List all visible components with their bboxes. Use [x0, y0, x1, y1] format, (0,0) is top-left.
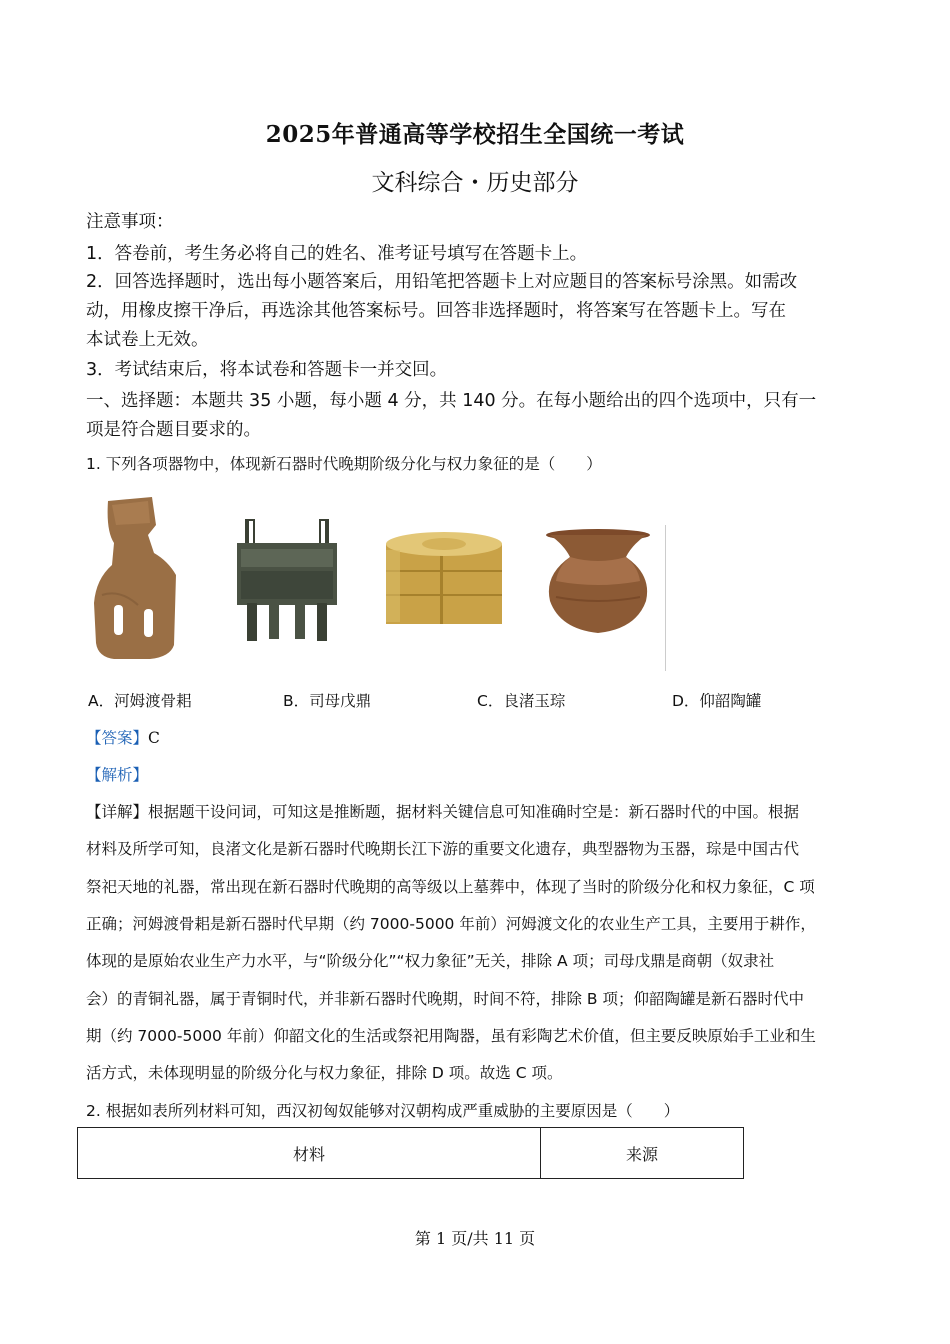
analysis-label: 【解析】 [86, 766, 149, 784]
detail-line-6: 会）的青铜礼器，属于青铜时代，并非新石器时代晚期，时间不符，排除 B 项；仰韶陶罐是新石器时代中 [86, 990, 804, 1008]
answer-value: C [148, 729, 160, 747]
option-b: B．司母戊鼎 [283, 692, 372, 710]
detail-line-1: 【详解】根据题干设问词，可知这是推断题，据材料关键信息可知准确时空是：新石器时代的中国。根据 [86, 803, 800, 821]
option-d: D．仰韶陶罐 [672, 692, 762, 710]
material-table [77, 1127, 744, 1179]
yangshao-pottery-jar-image [540, 527, 656, 637]
detail-line-2: 材料及所学可知，良渚文化是新石器时代晚期长江下游的重要文化遗存，典型器物为玉器，琮是中国古代 [86, 840, 800, 858]
notice-item-3: 3．考试结束后，将本试卷和答题卡一并交回。 [86, 360, 448, 380]
bone-spade-image [90, 495, 182, 665]
detail-line-3: 祭祀天地的礼器，常出现在新石器时代晚期的高等级以上墓葬中，体现了当时的阶级分化和权力象征，C 项 [86, 878, 815, 896]
answer-label: 【答案】 [86, 729, 149, 747]
question-1-stem: 1. 下列各项器物中，体现新石器时代晚期阶级分化与权力象征的是（ ） [86, 455, 602, 473]
bronze-ding-image [233, 515, 341, 643]
notice-item-2-line-2: 动，用橡皮擦干净后，再选涂其他答案标号。回答非选择题时，将答案写在答题卡上。写在 [86, 301, 786, 321]
option-a: A．河姆渡骨耜 [88, 692, 192, 710]
notice-item-2-line-1: 2．回答选择题时，选出每小题答案后，用铅笔把答题卡上对应题目的答案标号涂黑。如需改 [86, 272, 798, 292]
table-header-source: 来源 [541, 1128, 744, 1179]
question-2-stem: 2. 根据如表所列材料可知，西汉初匈奴能够对汉朝构成严重威胁的主要原因是（ ） [86, 1102, 680, 1120]
section-instruction-line-2: 项是符合题目要求的。 [86, 420, 261, 440]
detail-line-7: 期（约 7000-5000 年前）仰韶文化的生活或祭祀用陶器，虽有彩陶艺术价值，但主要反映原始手工业和生 [86, 1027, 816, 1045]
jade-cong-image [380, 530, 508, 630]
image-border [665, 525, 666, 671]
notice-item-2-line-3: 本试卷上无效。 [86, 330, 209, 350]
detail-line-5: 体现的是原始农业生产力水平，与“阶级分化”“权力象征”无关，排除 A 项；司母戊鼎是商朝（奴隶社 [86, 952, 775, 970]
page-footer: 第 1 页/共 11 页 [414, 1229, 536, 1248]
answer-line [86, 726, 160, 748]
detail-line-8: 活方式，未体现明显的阶级分化与权力象征，排除 D 项。故选 C 项。 [86, 1064, 563, 1082]
exam-title: 2025年普通高等学校招生全国统一考试 [265, 121, 685, 148]
table-header-material: 材料 [78, 1128, 541, 1179]
table-header-row [78, 1128, 744, 1179]
section-instruction-line-1: 一、选择题：本题共 35 小题，每小题 4 分，共 140 分。在每小题给出的四个选项中，只有一 [86, 391, 817, 411]
notice-heading: 注意事项： [86, 212, 174, 232]
detail-line-4: 正确；河姆渡骨耜是新石器时代早期（约 7000-5000 年前）河姆渡文化的农业生产工具，主要用于耕作， [86, 915, 816, 933]
exam-subtitle: 文科综合・历史部分 [371, 170, 579, 196]
option-c: C．良渚玉琮 [477, 692, 566, 710]
notice-item-1: 1．答卷前，考生务必将自己的姓名、准考证号填写在答题卡上。 [86, 244, 588, 264]
